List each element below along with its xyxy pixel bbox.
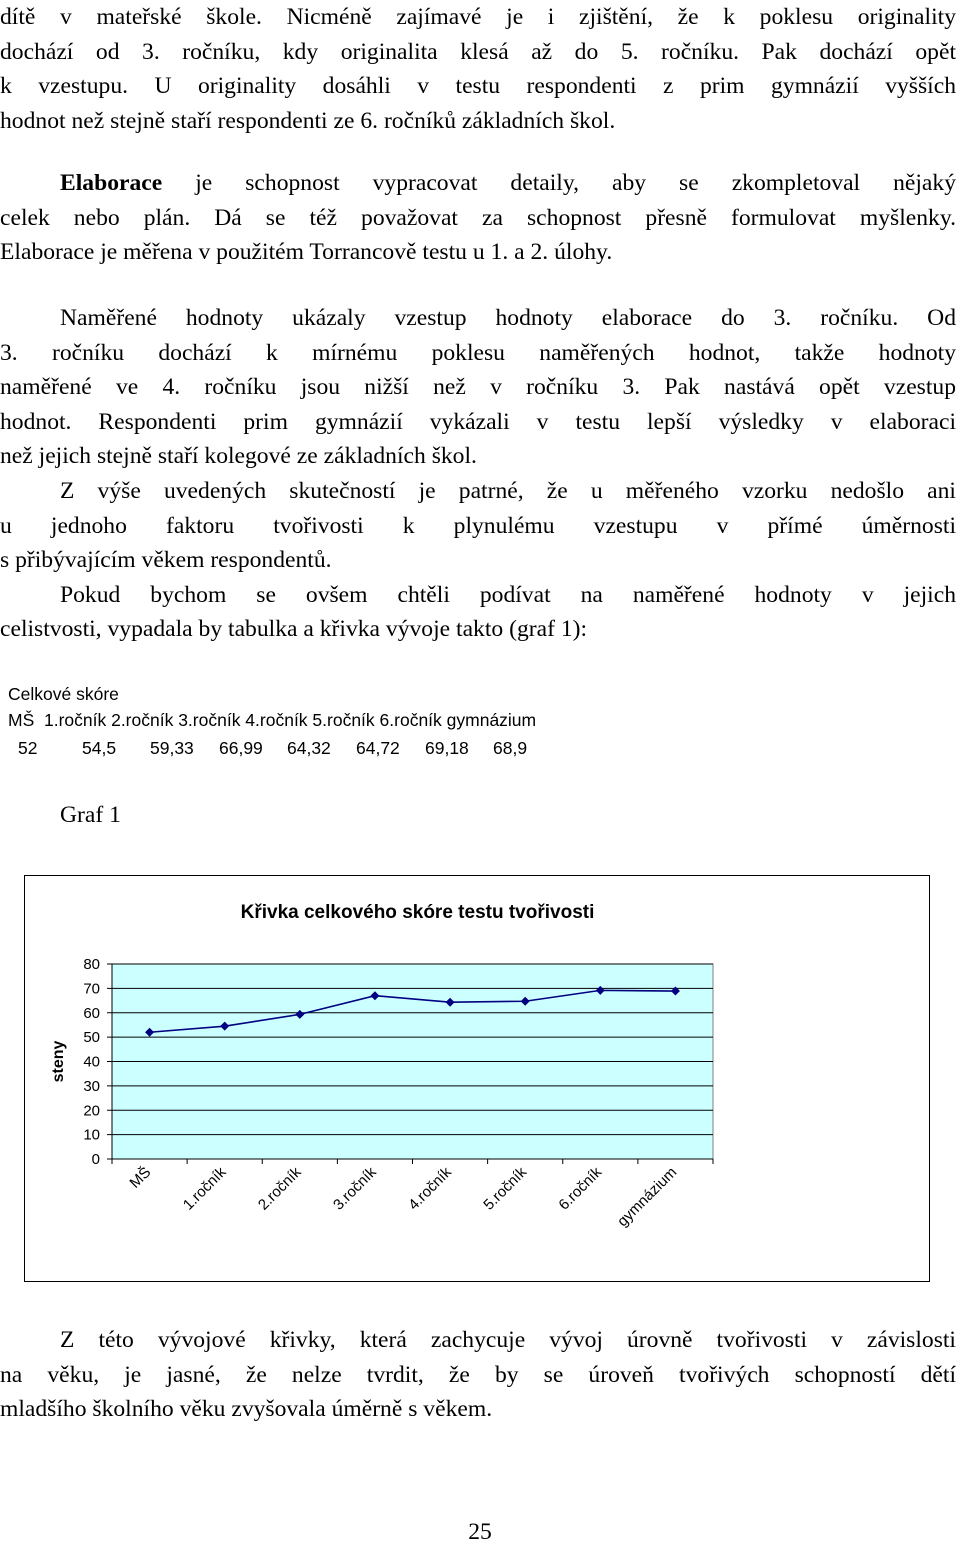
table-value: 59,33: [150, 738, 194, 758]
text-line: na věku, je jasné, že nelze tvrdit, že by se úroveň tvořivých schopností dětí: [0, 1361, 956, 1388]
text-line: naměřené ve 4. ročníku jsou nižší než v ročníku 3. Pak nastává opět vzestup: [0, 374, 956, 401]
y-tick-label: 50: [83, 1029, 100, 1047]
table-value: 69,18: [425, 738, 469, 758]
text-line: Naměřené hodnoty ukázaly vzestup hodnoty elaborace do 3. ročníku. Od: [60, 305, 956, 331]
table-value: 68,9: [493, 738, 528, 758]
x-tick-label: 1.ročník: [179, 1163, 230, 1214]
text-line: než jejich stejně staří kolegové ze základních škol.: [0, 443, 477, 470]
y-tick-label: 80: [83, 956, 100, 973]
text-line: Z této vývojové křivky, která zachycuje vývoj úrovně tvořivosti v závislosti: [60, 1327, 956, 1353]
text-line: Elaborace je měřena v použitém Torrancově testu u 1. a 2. úlohy.: [0, 239, 613, 266]
text-line: dochází od 3. ročníku, kdy originalita klesá až do 5. ročníku. Pak dochází opět: [0, 38, 956, 65]
table-value: 66,99: [219, 738, 263, 758]
text-line: mladšího školního věku zvyšovala úměrně s věkem.: [0, 1396, 493, 1423]
table-value: 64,72: [356, 738, 400, 758]
y-tick-label: 30: [83, 1077, 100, 1095]
y-tick-label: 0: [91, 1151, 100, 1168]
y-tick-label: 60: [83, 1004, 100, 1022]
chart-title: Křivka celkového skóre testu tvořivosti: [240, 902, 595, 923]
paragraph-conclusion: [0, 1323, 956, 1427]
table-header-row: MŠ 1.ročník 2.ročník 3.ročník 4.ročník 5.ročník 6.ročník gymnázium: [8, 710, 537, 730]
x-tick-label: 6.ročník: [555, 1163, 606, 1214]
y-tick-label: 70: [83, 980, 100, 998]
figure-label: Graf 1: [60, 802, 121, 828]
y-axis-title: steny: [50, 1040, 67, 1083]
table-value: 54,5: [82, 738, 117, 758]
y-tick-label: 20: [83, 1102, 100, 1120]
x-tick-label: 4.ročník: [405, 1163, 455, 1214]
text-line: celistvosti, vypadala by tabulka a křivka vývoje takto (graf 1):: [0, 616, 588, 643]
paragraph-originality: [0, 0, 956, 138]
x-tick-label: gymnázium: [614, 1163, 681, 1231]
text-line: s přibývajícím věkem respondentů.: [0, 547, 332, 574]
text-line: u jednoho faktoru tvořivosti k plynulému vzestupu v přímé úměrnosti: [0, 512, 956, 539]
text-line: celek nebo plán. Dá se též považovat za schopnost přesně formulovat myšlenky.: [0, 204, 956, 231]
y-tick-label: 10: [83, 1126, 100, 1144]
line-chart: [25, 876, 929, 1281]
text-line: Z výše uvedených skutečností je patrné, že u měřeného vzorku nedošlo ani: [60, 477, 956, 504]
text-line: k vzestupu. U originality dosáhli v testu respondenti z prim gymnázií vyšších: [0, 73, 956, 100]
text-line: dítě v mateřské škole. Nicméně zajímavé je i zjištění, že k poklesu originality: [0, 4, 956, 30]
text-line: hodnot než stejně staří respondenti ze 6. ročníků základních škol.: [0, 107, 616, 134]
text-span: je schopnost vypracovat detaily, aby se zkompletoval nějaký: [162, 170, 956, 196]
text-line: hodnot. Respondenti prim gymnázií vykázali v testu lepší výsledky v elaboraci: [0, 408, 956, 435]
paragraph-elaboration-definition: [0, 166, 956, 270]
x-tick-label: 5.ročník: [480, 1163, 531, 1214]
paragraph-results: [0, 301, 956, 647]
y-tick-label: 40: [83, 1053, 100, 1071]
x-tick-label: 2.ročník: [254, 1163, 305, 1214]
table-value: 64,32: [287, 738, 331, 758]
chart-frame: [24, 875, 930, 1282]
table-title: Celkové skóre: [8, 684, 119, 704]
text-line: [0, 166, 956, 201]
x-tick-label: MŠ: [126, 1163, 155, 1192]
term-elaborace: Elaborace: [60, 170, 163, 196]
x-tick-label: 3.ročník: [330, 1163, 380, 1214]
text-line: 3. ročníku dochází k mírnému poklesu naměřených hodnot, takže hodnoty: [0, 339, 956, 366]
page-number: 25: [468, 1519, 492, 1545]
text-line: Pokud bychom se ovšem chtěli podívat na naměřené hodnoty v jejich: [60, 581, 956, 608]
table-value: 52: [18, 738, 38, 758]
